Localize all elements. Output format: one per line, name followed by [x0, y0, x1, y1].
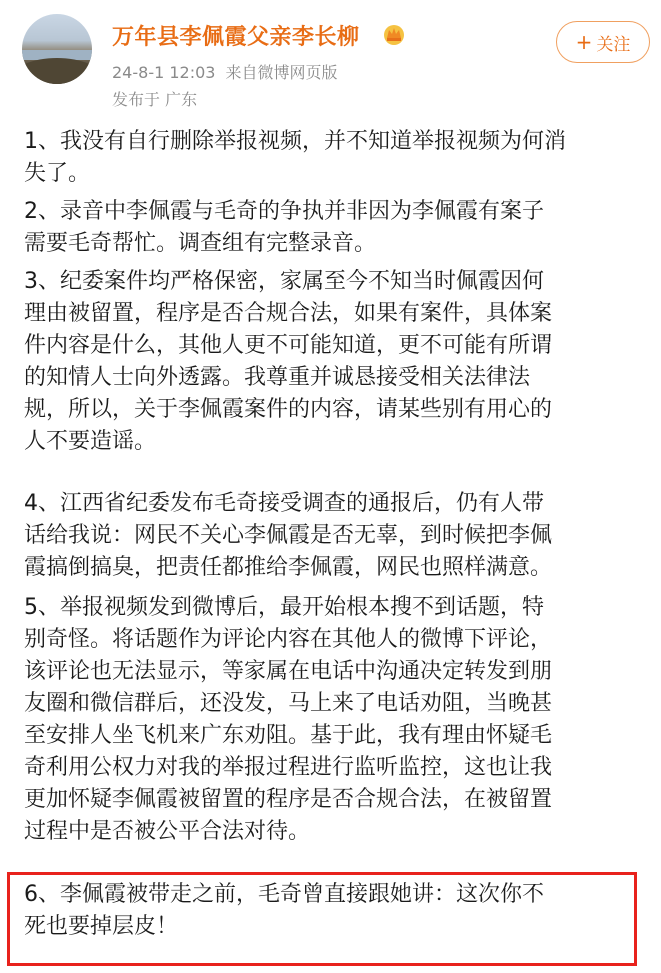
paragraph-2	[24, 196, 544, 260]
text-line: 该评论也无法显示，等家属在电话中沟通决定转发到朋	[24, 659, 553, 684]
post-location: 发布于 广东	[112, 90, 198, 109]
text-line: 人不要造谣。	[24, 429, 157, 454]
text-line: 4、江西省纪委发布毛奇接受调查的通报后，仍有人带	[24, 491, 544, 516]
author-name[interactable]: 万年县李佩霞父亲李长柳	[112, 25, 360, 50]
text-line: 理由被留置，程序是否合规合法，如果有案件，具体案	[24, 301, 553, 326]
text-line: 2、录音中李佩霞与毛奇的争执并非因为李佩霞有案子	[24, 199, 544, 224]
paragraph-3	[24, 266, 552, 458]
text-line: 霞搞倒搞臭，把责任都推给李佩霞，网民也照样满意。	[24, 555, 553, 580]
text-line: 友圈和微信群后，还没发，马上来了电话劝阻，当晚甚	[24, 691, 553, 716]
text-line: 失了。	[24, 161, 91, 186]
text-line: 5、举报视频发到微博后，最开始根本搜不到话题，特	[24, 595, 544, 620]
plus-icon: +	[575, 30, 593, 54]
text-line: 过程中是否被公平合法对待。	[24, 819, 311, 844]
follow-button[interactable]	[556, 21, 650, 63]
text-line: 3、纪委案件均严格保密，家属至今不知当时佩霞因何	[24, 269, 544, 294]
text-line: 1、我没有自行删除举报视频，并不知道举报视频为何消	[24, 129, 566, 154]
post-header	[0, 0, 661, 118]
text-line: 规，所以，关于李佩霞案件的内容，请某些别有用心的	[24, 397, 553, 422]
avatar[interactable]	[22, 14, 92, 84]
post-timestamp: 24-8-1 12:03	[112, 63, 216, 82]
text-line: 奇利用公权力对我的举报过程进行监听监控，这也让我	[24, 755, 553, 780]
text-line: 至安排人坐飞机来广东劝阻。基于此，我有理由怀疑毛	[24, 723, 553, 748]
text-line: 6、李佩霞被带走之前，毛奇曾直接跟她讲：这次你不	[24, 882, 544, 907]
text-line: 需要毛奇帮忙。调查组有完整录音。	[24, 231, 377, 256]
avatar-hill	[22, 58, 92, 84]
text-line: 话给我说：网民不关心李佩霞是否无辜，到时候把李佩	[24, 523, 553, 548]
text-line: 件内容是什么，其他人更不可能知道，更不可能有所谓	[24, 333, 553, 358]
text-line: 别奇怪。将话题作为评论内容在其他人的微博下评论，	[24, 627, 553, 652]
paragraph-6	[24, 879, 544, 943]
paragraph-1	[24, 126, 566, 190]
post-meta	[112, 60, 337, 83]
post-source[interactable]: 来自微博网页版	[225, 63, 338, 82]
vip-crown-icon	[381, 22, 407, 46]
text-line: 更加怀疑李佩霞被留置的程序是否合规合法，在被留置	[24, 787, 553, 812]
paragraph-5	[24, 592, 552, 848]
text-line: 的知情人士向外透露。我尊重并诚恳接受相关法律法	[24, 365, 531, 390]
paragraph-4	[24, 488, 552, 584]
text-line: 死也要掉层皮！	[24, 914, 179, 939]
follow-label: 关注	[596, 34, 631, 55]
